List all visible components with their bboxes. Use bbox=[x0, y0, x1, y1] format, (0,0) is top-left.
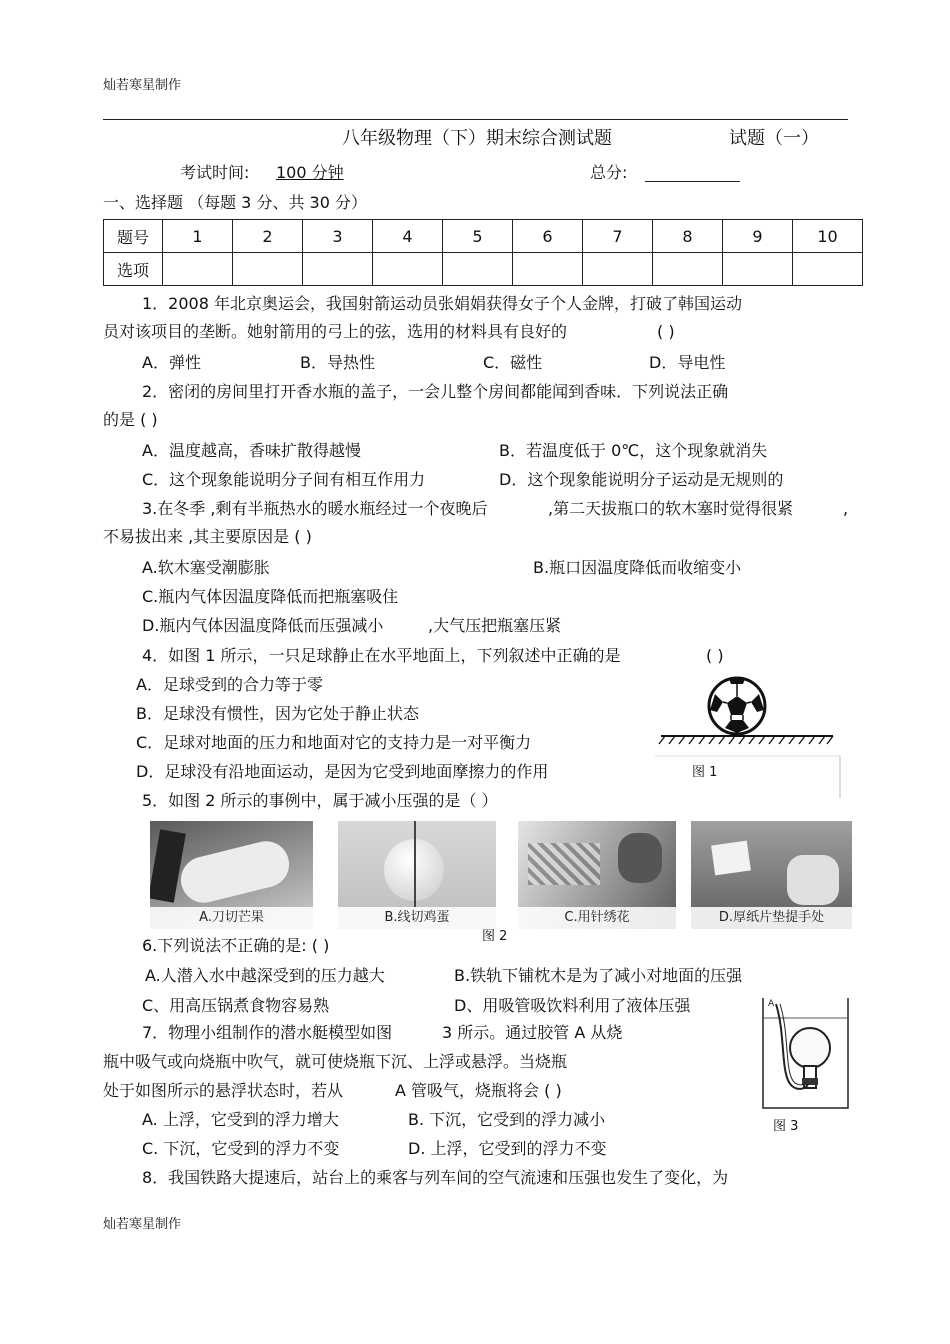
photo-thread-egg bbox=[338, 821, 496, 929]
q3-option-d-cont: ,大气压把瓶塞压紧 bbox=[428, 616, 562, 635]
q4-stem: 4．如图 1 所示，一只足球静止在水平地面上，下列叙述中正确的是 bbox=[142, 646, 621, 665]
q7-stem-b: 3 所示。通过胶管 A 从烧 bbox=[442, 1023, 623, 1042]
q2-option-d: D．这个现象能说明分子运动是无规则的 bbox=[499, 470, 784, 489]
answer-cell[interactable] bbox=[373, 253, 443, 286]
total-score-label: 总分: bbox=[590, 163, 628, 182]
question-number: 1 bbox=[163, 220, 233, 253]
question-number: 4 bbox=[373, 220, 443, 253]
q1-option-d: D．导电性 bbox=[649, 353, 726, 372]
q4-option-a: A．足球受到的合力等于零 bbox=[136, 675, 323, 694]
q2-option-a: A．温度越高，香味扩散得越慢 bbox=[142, 441, 361, 460]
q7-stem-cont2b: A 管吸气，烧瓶将会 ( ) bbox=[395, 1081, 562, 1100]
q2-option-c: C．这个现象能说明分子间有相互作用力 bbox=[142, 470, 426, 489]
answer-cell[interactable] bbox=[723, 253, 793, 286]
q7-option-c: C. 下沉，它受到的浮力不变 bbox=[142, 1139, 340, 1158]
answer-cell[interactable] bbox=[233, 253, 303, 286]
answer-cell[interactable] bbox=[443, 253, 513, 286]
q8-stem: 8．我国铁路大提速后，站台上的乘客与列车间的空气流速和压强也发生了变化，为 bbox=[142, 1168, 729, 1187]
row-label: 题号 bbox=[104, 220, 163, 253]
exam-time-label: 考试时间: bbox=[180, 163, 250, 182]
q3-option-b: B.瓶口因温度降低而收缩变小 bbox=[533, 558, 742, 577]
figure-1-soccer-ball bbox=[655, 676, 845, 800]
q7-stem: 7．物理小组制作的潜水艇模型如图 bbox=[142, 1023, 393, 1042]
question-number: 7 bbox=[583, 220, 653, 253]
answer-cell[interactable] bbox=[513, 253, 583, 286]
q3-stem-b: ,第二天拔瓶口的软木塞时觉得很紧 bbox=[548, 499, 794, 518]
q2-stem-cont: 的是 ( ) bbox=[103, 410, 158, 429]
question-number: 10 bbox=[793, 220, 863, 253]
q1-option-b: B．导热性 bbox=[300, 353, 375, 372]
photo-caption-b: B.线切鸡蛋 bbox=[338, 907, 496, 929]
ground-hatch bbox=[659, 736, 833, 744]
page-subtitle: 试题（一） bbox=[729, 128, 819, 149]
figure-3-label: 图 3 bbox=[773, 1119, 799, 1134]
exam-time-value: 100 分钟 bbox=[276, 163, 344, 182]
question-number: 8 bbox=[653, 220, 723, 253]
q1-paren: ( ) bbox=[657, 322, 675, 341]
q6-option-d: D、用吸管吸饮料利用了液体压强 bbox=[454, 996, 691, 1015]
answer-cell[interactable] bbox=[163, 253, 233, 286]
q7-option-b: B. 下沉，它受到的浮力减小 bbox=[408, 1110, 606, 1129]
flask-icon bbox=[790, 1028, 830, 1088]
q1-option-a: A．弹性 bbox=[142, 353, 201, 372]
photo-cardboard-handle bbox=[691, 821, 852, 929]
header-maker: 灿若寒星制作 bbox=[103, 78, 182, 93]
header-rule bbox=[103, 119, 848, 120]
q3-stem-cont: 不易拔出来 ,其主要原因是 ( ) bbox=[103, 527, 312, 546]
total-score-blank bbox=[645, 163, 740, 182]
q2-stem: 2．密闭的房间里打开香水瓶的盖子，一会儿整个房间都能闻到香味．下列说法正确 bbox=[142, 382, 729, 401]
answer-cell[interactable] bbox=[303, 253, 373, 286]
answer-cell[interactable] bbox=[793, 253, 863, 286]
table-row bbox=[104, 220, 863, 253]
photo-caption-c: C.用针绣花 bbox=[518, 907, 676, 929]
photo-caption-a: A.刀切芒果 bbox=[150, 907, 313, 929]
question-number: 5 bbox=[443, 220, 513, 253]
photo-needle-embroidery bbox=[518, 821, 676, 929]
figure-3-submarine-model bbox=[758, 996, 853, 1111]
answer-table bbox=[103, 219, 863, 286]
question-number: 9 bbox=[723, 220, 793, 253]
q1-stem: 1．2008 年北京奥运会，我国射箭运动员张娟娟获得女子个人金牌，打破了韩国运动 bbox=[142, 294, 742, 313]
q7-stem-cont: 瓶中吸气或向烧瓶中吹气，就可使烧瓶下沉、上浮或悬浮。当烧瓶 bbox=[103, 1052, 568, 1071]
question-number: 6 bbox=[513, 220, 583, 253]
question-number: 2 bbox=[233, 220, 303, 253]
footer-maker: 灿若寒星制作 bbox=[103, 1217, 182, 1232]
q5-stem: 5．如图 2 所示的事例中，属于减小压强的是（ ） bbox=[142, 791, 498, 810]
q6-option-a: A.人潜入水中越深受到的压力越大 bbox=[145, 966, 385, 985]
question-number: 3 bbox=[303, 220, 373, 253]
q6-option-c: C、用高压锅煮食物容易熟 bbox=[142, 996, 330, 1015]
q7-option-a: A. 上浮，它受到的浮力增大 bbox=[142, 1110, 339, 1129]
q1-option-c: C．磁性 bbox=[483, 353, 543, 372]
soccer-ball-icon bbox=[709, 678, 765, 734]
q4-paren: ( ) bbox=[706, 646, 724, 665]
q3-stem: 3.在冬季 ,剩有半瓶热水的暖水瓶经过一个夜晚后 bbox=[142, 499, 488, 518]
q3-stem-c: , bbox=[843, 499, 849, 518]
photo-caption-d: D.厚纸片垫提手处 bbox=[691, 907, 852, 929]
q3-option-d: D.瓶内气体因温度降低而压强减小 bbox=[142, 616, 384, 635]
section-heading: 一、选择题 （每题 3 分、共 30 分） bbox=[103, 193, 367, 212]
figure-1-label: 图 1 bbox=[692, 765, 718, 780]
q7-option-d: D. 上浮，它受到的浮力不变 bbox=[408, 1139, 607, 1158]
tube-a-label: A bbox=[768, 999, 775, 1009]
q4-option-d: D．足球没有沿地面运动，是因为它受到地面摩擦力的作用 bbox=[136, 762, 549, 781]
q4-option-c: C．足球对地面的压力和地面对它的支持力是一对平衡力 bbox=[136, 733, 532, 752]
q6-stem: 6.下列说法不正确的是: ( ) bbox=[142, 936, 330, 955]
table-row bbox=[104, 253, 863, 286]
q6-option-b: B.铁轨下铺枕木是为了减小对地面的压强 bbox=[454, 966, 743, 985]
q2-option-b: B．若温度低于 0℃，这个现象就消失 bbox=[499, 441, 768, 460]
row-label: 选项 bbox=[104, 253, 163, 286]
page-title: 八年级物理（下）期末综合测试题 bbox=[342, 128, 612, 149]
q4-option-b: B．足球没有惯性，因为它处于静止状态 bbox=[136, 704, 419, 723]
figure-2-label: 图 2 bbox=[482, 929, 508, 944]
q3-option-c: C.瓶内气体因温度降低而把瓶塞吸住 bbox=[142, 587, 399, 606]
q1-stem-cont: 员对该项目的垄断。她射箭用的弓上的弦，选用的材料具有良好的 bbox=[103, 322, 568, 341]
q7-stem-cont2: 处于如图所示的悬浮状态时，若从 bbox=[103, 1081, 344, 1100]
q3-option-a: A.软木塞受潮膨胀 bbox=[142, 558, 270, 577]
answer-cell[interactable] bbox=[653, 253, 723, 286]
answer-cell[interactable] bbox=[583, 253, 653, 286]
photo-knife-mango bbox=[150, 821, 313, 929]
